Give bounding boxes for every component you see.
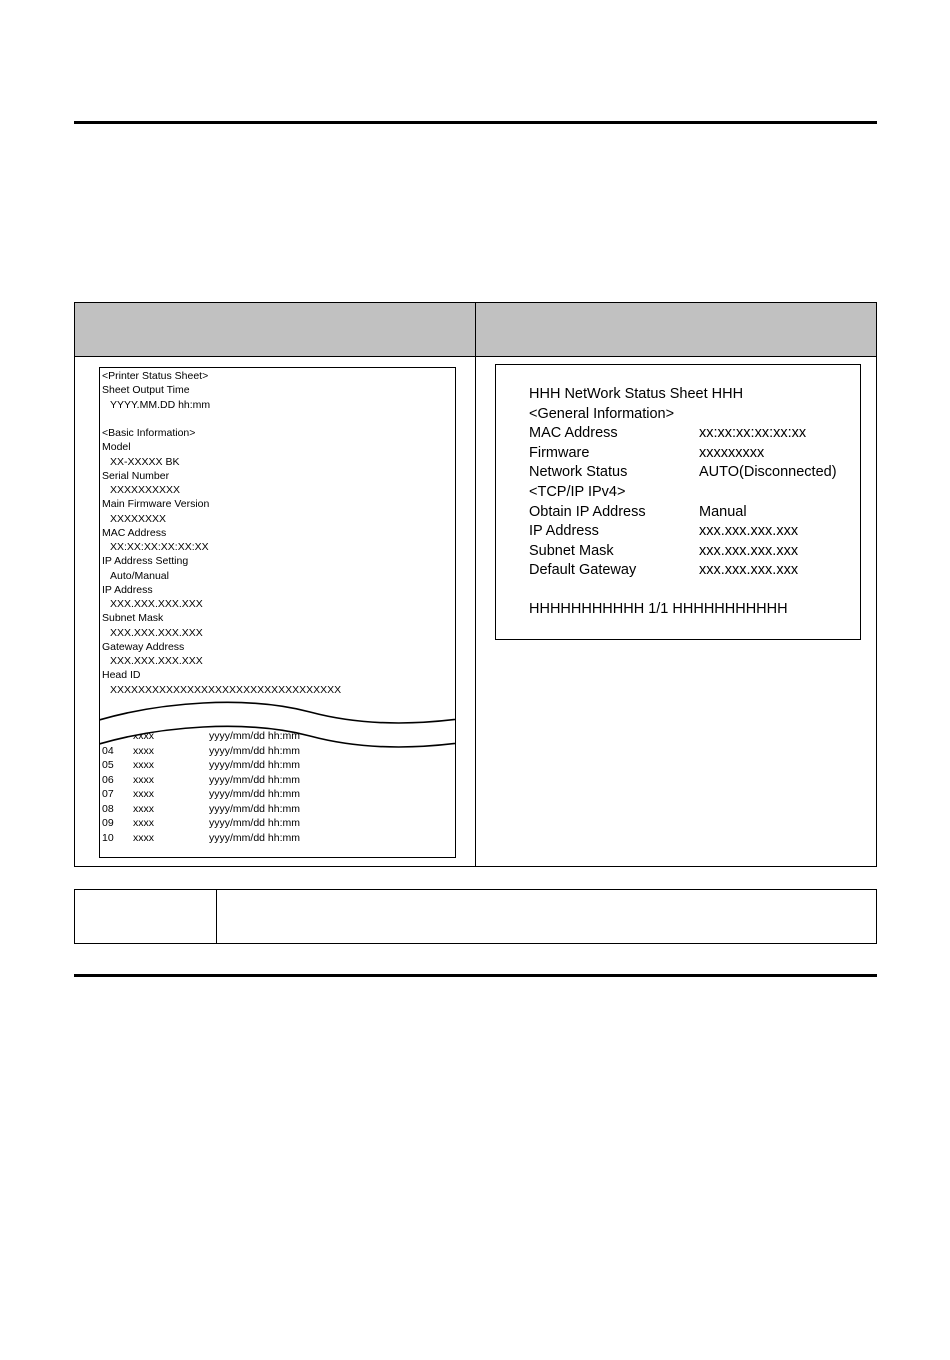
sheet-line: <Printer Status Sheet> — [102, 370, 209, 382]
log-time: yyyy/mm/dd hh:mm — [209, 759, 301, 771]
log-no: 04 — [102, 744, 114, 757]
log-no: 07 — [102, 788, 114, 800]
network-row-label: Obtain IP Address — [529, 503, 646, 520]
network-row-value: AUTO(Disconnected) — [699, 464, 837, 481]
log-code: xxxx — [133, 730, 154, 742]
sheet-line: XXXXXXXXXX — [110, 484, 181, 496]
sheet-line: XX:XX:XX:XX:XX:XX — [110, 541, 209, 553]
network-status-sheet-printout — [495, 364, 861, 640]
log-code: xxxx — [133, 831, 154, 844]
network-row-label: Firmware — [529, 444, 590, 461]
network-row-label: MAC Address — [529, 425, 618, 442]
sheet-line: XXX.XXX.XXX.XXX — [110, 626, 203, 639]
note-table — [74, 889, 877, 944]
network-sheet-footer: HHHHHHHHHHH 1/1 HHHHHHHHHHH — [529, 601, 788, 617]
sheet-line: Auto/Manual — [110, 569, 169, 582]
printer-status-sheet-printout — [99, 367, 456, 858]
status-sheet-table — [74, 302, 877, 867]
log-time: yyyy/mm/dd hh:mm — [209, 788, 301, 800]
tear-line — [100, 368, 456, 858]
column-divider — [475, 303, 476, 866]
top-rule — [74, 121, 877, 124]
sheet-line: Model — [102, 441, 131, 454]
log-no: 06 — [102, 773, 114, 786]
network-row-value: xxx.xxx.xxx.xxx — [699, 523, 799, 540]
log-no: 10 — [102, 831, 114, 844]
sheet-line: IP Address Setting — [102, 555, 189, 568]
sheet-line: XXX.XXX.XXX.XXX — [110, 598, 203, 610]
sheet-line: Head ID — [102, 669, 141, 682]
network-row-value: xxx.xxx.xxx.xxx — [699, 542, 799, 559]
network-row-value: xx:xx:xx:xx:xx:xx — [699, 425, 807, 442]
log-code: xxxx — [133, 759, 154, 771]
sheet-line: Gateway Address — [102, 640, 185, 653]
sheet-line: Sheet Output Time — [102, 384, 190, 397]
sheet-line: Serial Number — [102, 469, 170, 482]
network-row-label: <General Information> — [529, 405, 675, 422]
log-code: xxxx — [133, 788, 154, 800]
log-no: 08 — [102, 802, 114, 815]
log-time: yyyy/mm/dd hh:mm — [209, 744, 301, 757]
log-code: xxxx — [133, 802, 154, 815]
note-column-divider — [216, 890, 217, 943]
sheet-line: IP Address — [102, 583, 153, 596]
sheet-line: XXXXXXXXXXXXXXXXXXXXXXXXXXXXXXXXX — [110, 683, 342, 696]
network-row-label: <TCP/IP IPv4> — [529, 483, 626, 500]
log-code: xxxx — [133, 817, 154, 829]
log-time: yyyy/mm/dd hh:mm — [209, 817, 301, 829]
sheet-line: Main Firmware Version — [102, 498, 210, 511]
sheet-line: YYYY.MM.DD hh:mm — [110, 398, 211, 411]
network-row-value: xxxxxxxxx — [699, 444, 765, 461]
network-row-label: Subnet Mask — [529, 542, 614, 559]
network-row-value: Manual — [699, 503, 747, 520]
log-code: xxxx — [133, 773, 154, 786]
network-row-value: xxx.xxx.xxx.xxx — [699, 562, 799, 579]
network-row-label: IP Address — [529, 523, 599, 540]
network-row-label: Default Gateway — [529, 562, 637, 579]
log-no: 05 — [102, 759, 114, 771]
bottom-rule — [74, 974, 877, 977]
network-sheet-title: HHH NetWork Status Sheet HHH — [529, 386, 744, 402]
sheet-line: XXXXXXXX — [110, 512, 167, 525]
sheet-line: MAC Address — [102, 526, 167, 539]
sheet-line: XXX.XXX.XXX.XXX — [110, 655, 203, 667]
log-code: xxxx — [133, 744, 154, 757]
log-time: yyyy/mm/dd hh:mm — [209, 831, 301, 844]
log-time: yyyy/mm/dd hh:mm — [209, 802, 301, 815]
log-time: yyyy/mm/dd hh:mm — [209, 730, 301, 742]
sheet-line: XX-XXXXX BK — [110, 455, 180, 468]
network-row-label: Network Status — [529, 464, 628, 481]
sheet-line: <Basic Information> — [102, 427, 196, 439]
sheet-line: Subnet Mask — [102, 612, 164, 625]
log-time: yyyy/mm/dd hh:mm — [209, 773, 301, 786]
log-no: 09 — [102, 817, 114, 829]
